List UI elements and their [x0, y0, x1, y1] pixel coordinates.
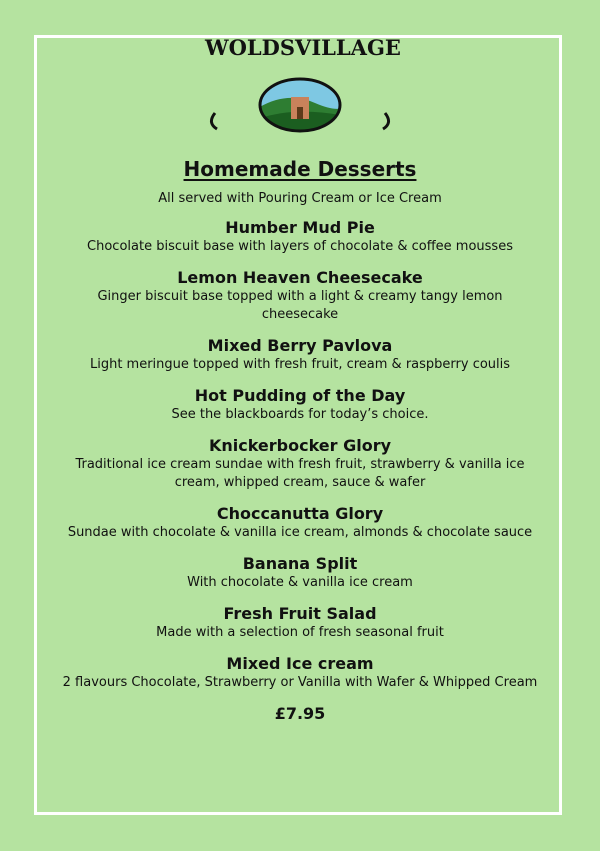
menu-item-description: Sundae with chocolate & vanilla ice cream, almonds & chocolate sauce	[67, 525, 533, 540]
menu-item	[40, 604, 560, 642]
logo-text: WOLDSVILLAGE	[205, 35, 401, 60]
menu-item-name: Knickerbocker Glory	[208, 436, 392, 455]
menu-item-description: With chocolate & vanilla ice cream	[187, 575, 413, 590]
menu-item	[40, 386, 560, 424]
menu-item-description: Made with a selection of fresh seasonal fruit	[156, 625, 444, 640]
menu-item-description: Ginger biscuit base topped with a light & creamy tangy lemon cheesecake	[97, 289, 503, 322]
menu-item-name: Banana Split	[242, 554, 358, 573]
menu-item-description: Light meringue topped with fresh fruit, cream & raspberry coulis	[89, 357, 511, 372]
menu-item	[40, 554, 560, 592]
menu-item	[40, 336, 560, 374]
menu-item	[40, 268, 560, 324]
menu-item-name: Fresh Fruit Salad	[223, 604, 377, 623]
menu-item-description: 2 flavours Chocolate, Strawberry or Vanilla with Wafer & Whipped Cream	[62, 675, 538, 690]
menu-item-name: Mixed Berry Pavlova	[207, 336, 393, 355]
menu-item	[40, 218, 560, 256]
menu-item-description: Chocolate biscuit base with layers of chocolate & coffee mousses	[87, 239, 513, 254]
dessert-menu	[40, 157, 560, 723]
menu-item	[40, 504, 560, 542]
menu-title: Homemade Desserts	[183, 157, 417, 181]
menu-items	[40, 218, 560, 692]
menu-item	[40, 436, 560, 492]
village-logo	[205, 35, 401, 135]
menu-item-description: See the blackboards for today’s choice.	[171, 407, 429, 422]
menu-price: £7.95	[274, 704, 326, 723]
menu-item-name: Humber Mud Pie	[225, 218, 375, 237]
menu-item-description: Traditional ice cream sundae with fresh fruit, strawberry & vanilla ice cream, whipped cream, sauce & wafer	[75, 457, 525, 490]
menu-item-name: Choccanutta Glory	[216, 504, 384, 523]
menu-item	[40, 654, 560, 692]
menu-subtitle: All served with Pouring Cream or Ice Cream	[158, 191, 442, 206]
menu-item-name: Lemon Heaven Cheesecake	[177, 268, 423, 287]
menu-item-name: Mixed Ice cream	[226, 654, 374, 673]
menu-item-name: Hot Pudding of the Day	[194, 386, 406, 405]
